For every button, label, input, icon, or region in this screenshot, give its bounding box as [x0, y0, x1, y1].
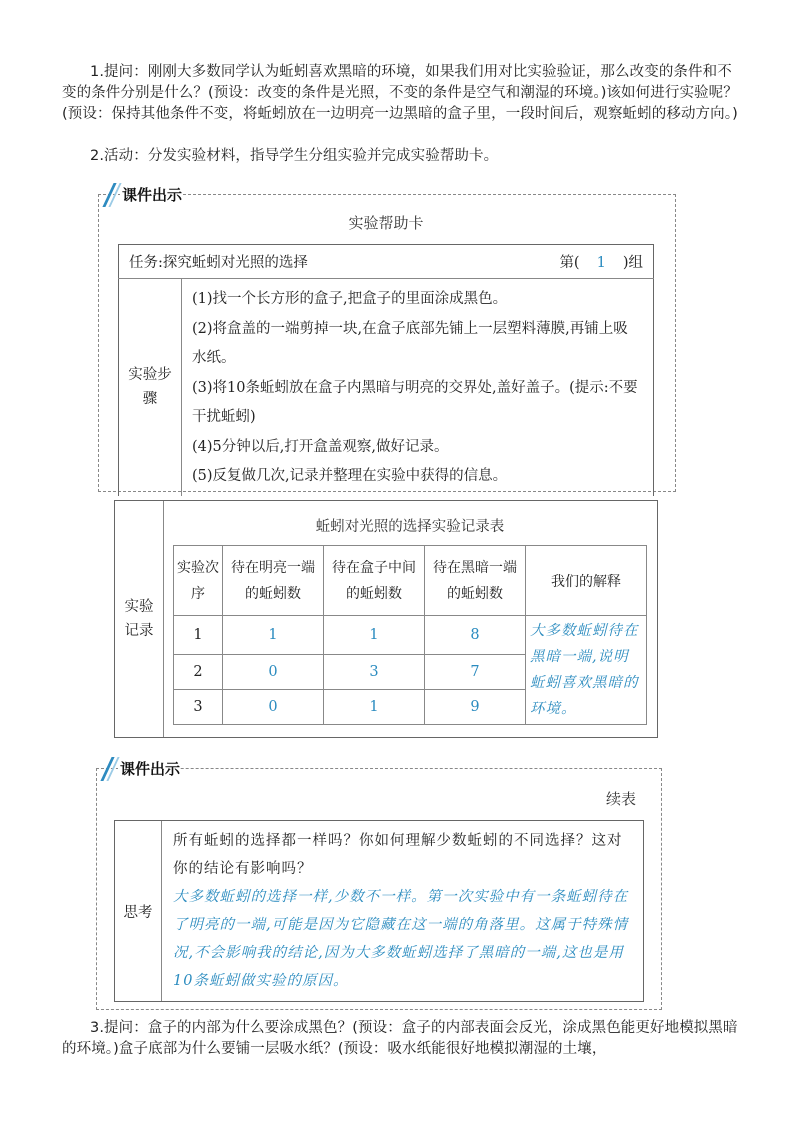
- task-label: 任务:探究蚯蚓对光照的选择: [129, 255, 308, 271]
- header-dark: 待在黑暗一端的蚯蚓数: [425, 546, 526, 616]
- cell-middle: 1: [324, 690, 425, 725]
- outro-paragraph-3: 3.提问：盒子的内部为什么要涂成黑色？(预设：盒子的内部表面会反光，涂成黑色能更好地模拟黑暗的环境。)盒子底部为什么要铺一层吸水纸？(预设：吸水纸能很好地模拟潮湿的土壤，: [62, 1020, 738, 1057]
- step-item: (3)将10条蚯蚓放在盒子内黑暗与明亮的交界处,盖好盖子。(提示:不要干扰蚯蚓): [192, 379, 638, 425]
- record-box: [114, 500, 658, 738]
- cell-explanation: 大多数蚯蚓待在黑暗一端,说明蚯蚓喜欢黑暗的环境。: [526, 616, 647, 725]
- record-label-cell: [115, 501, 164, 737]
- record-table: [173, 545, 647, 725]
- record-table-title: 蚯蚓对光照的选择实验记录表: [315, 519, 505, 535]
- cell-bright: 0: [223, 655, 324, 690]
- cell-bright: 0: [223, 690, 324, 725]
- intro-paragraph-2: 2.活动：分发实验材料，指导学生分组实验并完成实验帮助卡。: [90, 148, 499, 164]
- think-box: [114, 820, 644, 1002]
- group-suffix: )组: [622, 255, 643, 271]
- courseware-tag-label: 课件出示: [122, 185, 183, 204]
- think-answer: 大多数蚯蚓的选择一样,少数不一样。第一次实验中有一条蚯蚓待在了明亮的一端,可能是因为它隐藏在这一端的角落里。这属于特殊情况,不会影响我的结论,因为大多数蚯蚓选择了黑暗的一端,这也是用10条蚯蚓做实验的原因。: [173, 889, 629, 989]
- table-row: [174, 616, 647, 655]
- slash-icon: [100, 757, 118, 779]
- help-card-table: [118, 244, 654, 496]
- cell-bright: 1: [223, 616, 324, 655]
- header-middle: 待在盒子中间的蚯蚓数: [324, 546, 425, 616]
- think-label: 思考: [123, 904, 153, 921]
- intro-paragraph-1: 1.提问：刚刚大多数同学认为蚯蚓喜欢黑暗的环境，如果我们用对比实验验证，那么改变的条件和不变的条件分别是什么？(预设：改变的条件是光照，不变的条件是空气和潮湿的环境。)该如何进行实验呢？(预设：保持其他条件不变，将蚯蚓放在一边明亮一边黑暗的盒子里，一段时间后，观察蚯蚓的移动方向。): [62, 64, 738, 122]
- help-card-title: 实验帮助卡: [348, 214, 424, 232]
- cell-dark: 9: [425, 690, 526, 725]
- continued-label: 续表: [606, 790, 637, 808]
- step-item: (5)反复做几次,记录并整理在实验中获得的信息。: [192, 468, 508, 484]
- courseware-tag-1: [102, 183, 182, 205]
- steps-list: [182, 279, 654, 496]
- step-item: (1)找一个长方形的盒子,把盒子的里面涂成黑色。: [192, 291, 508, 307]
- record-label: 实验记录: [124, 599, 154, 639]
- think-label-cell: [115, 821, 162, 1001]
- task-row: [119, 245, 654, 279]
- cell-order: 1: [174, 616, 223, 655]
- cell-dark: 7: [425, 655, 526, 690]
- group-prefix: 第(: [559, 255, 580, 271]
- cell-middle: 1: [324, 616, 425, 655]
- slash-icon: [102, 183, 120, 205]
- group-indicator: [559, 251, 643, 272]
- think-question: 所有蚯蚓的选择都一样吗？你如何理解少数蚯蚓的不同选择？这对你的结论有影响吗？: [173, 833, 623, 877]
- header-explanation: 我们的解释: [526, 546, 647, 616]
- courseware-tag-2: [100, 757, 180, 779]
- header-order: 实验次序: [174, 546, 223, 616]
- help-card: [118, 244, 654, 496]
- cell-order: 2: [174, 655, 223, 690]
- steps-label: 实验步骤: [119, 279, 182, 496]
- group-number: 1: [596, 255, 606, 271]
- cell-middle: 3: [324, 655, 425, 690]
- courseware-tag-label: 课件出示: [120, 759, 181, 778]
- step-item: (2)将盒盖的一端剪掉一块,在盒子底部先铺上一层塑料薄膜,再铺上吸水纸。: [192, 320, 628, 366]
- cell-dark: 8: [425, 616, 526, 655]
- header-bright: 待在明亮一端的蚯蚓数: [223, 546, 324, 616]
- cell-order: 3: [174, 690, 223, 725]
- step-item: (4)5分钟以后,打开盒盖观察,做好记录。: [192, 438, 449, 455]
